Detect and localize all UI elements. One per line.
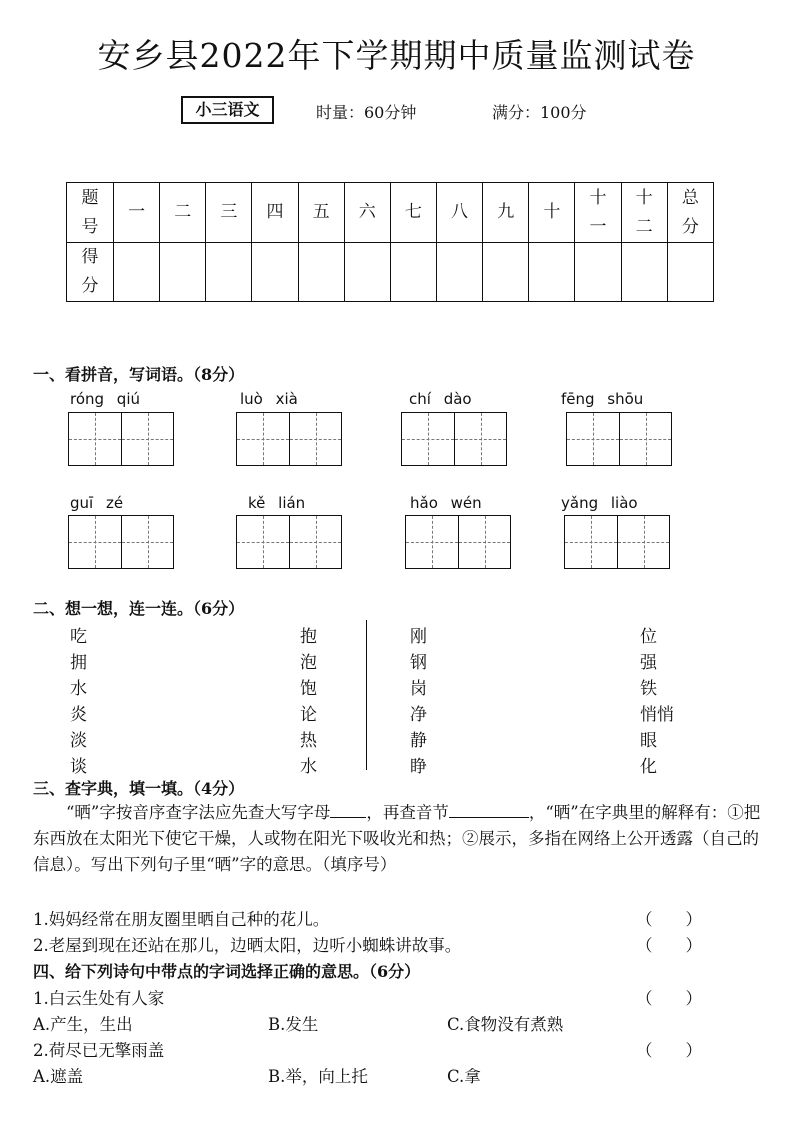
score-cell[interactable]	[298, 243, 344, 302]
answer-paren[interactable]: （ ）	[636, 989, 702, 1008]
match-left-item[interactable]: 谈	[70, 757, 87, 777]
match-right-item[interactable]: 化	[640, 757, 657, 777]
question-number: 四	[266, 202, 284, 222]
section3-question-1: 1.妈妈经常在朋友圈里晒自己种的花儿。	[33, 910, 330, 929]
match-right-item[interactable]: 位	[640, 627, 657, 647]
score-column-header	[575, 183, 621, 243]
score-column-header	[667, 183, 713, 243]
section4-question-1: 1.白云生处有人家	[33, 989, 165, 1008]
section3-question-2: 2.老屋到现在还站在那儿，边晒太阳，边听小蜘蛛讲故事。	[33, 936, 462, 955]
score-column-header	[621, 183, 667, 243]
score-column-header	[206, 183, 252, 243]
section3-title: 三、查字典，填一填。（4分）	[33, 779, 245, 798]
section3-text-b: ，再查音节	[366, 803, 449, 822]
pinyin-label: róng qiú	[70, 390, 141, 408]
match-left-item[interactable]: 刚	[410, 627, 427, 647]
section1-title: 一、看拼音，写词语。（8分）	[33, 365, 245, 384]
section3-paragraph	[33, 799, 763, 878]
pinyin-label: guī zé	[70, 494, 124, 512]
pinyin-label: fēng shōu	[561, 390, 644, 408]
match-right-item[interactable]: 眼	[640, 731, 657, 751]
subject-label: 小三语文	[181, 96, 274, 124]
score-cell[interactable]	[483, 243, 529, 302]
score-column-header	[529, 183, 575, 243]
match-right-item[interactable]: 论	[300, 705, 317, 725]
question-number: 总分	[681, 187, 699, 237]
writing-grid[interactable]	[405, 515, 511, 569]
score-cell[interactable]	[436, 243, 482, 302]
match-right-item[interactable]: 热	[300, 731, 317, 751]
match-left-item[interactable]: 淡	[70, 731, 87, 751]
score-column-header	[483, 183, 529, 243]
pinyin-label: kě lián	[248, 494, 306, 512]
pinyin-label: luò xià	[240, 390, 298, 408]
option-a: A.产生，生出	[33, 1015, 133, 1034]
column-divider	[366, 620, 367, 770]
question-number: 五	[312, 202, 330, 222]
match-right-item[interactable]: 悄悄	[640, 705, 674, 725]
question-number: 一	[128, 202, 146, 222]
score-column-header	[436, 183, 482, 243]
question-number: 七	[404, 202, 422, 222]
option-c: C.食物没有煮熟	[447, 1015, 564, 1034]
row1-label: 题号	[81, 187, 99, 237]
full-score-text: 满分：100分	[492, 103, 587, 122]
match-left-item[interactable]: 静	[410, 731, 427, 751]
match-left-item[interactable]: 炎	[70, 705, 87, 725]
answer-paren[interactable]: （ ）	[636, 910, 702, 929]
score-column-header	[160, 183, 206, 243]
score-cell[interactable]	[529, 243, 575, 302]
score-table	[66, 182, 714, 302]
option-b: B.举，向上托	[268, 1067, 368, 1086]
option-a: A.遮盖	[33, 1067, 84, 1086]
score-cell[interactable]	[390, 243, 436, 302]
writing-grid[interactable]	[566, 412, 672, 466]
answer-paren[interactable]: （ ）	[636, 936, 702, 955]
section3-text-a: “晒”字按音序查字法应先查大写字母	[66, 803, 331, 822]
writing-grid[interactable]	[236, 515, 342, 569]
match-left-item[interactable]: 钢	[410, 653, 427, 673]
question-number: 十二	[635, 187, 653, 237]
match-right-item[interactable]: 饱	[300, 679, 317, 699]
score-cell[interactable]	[621, 243, 667, 302]
match-left-item[interactable]: 拥	[70, 653, 87, 673]
writing-grid[interactable]	[401, 412, 507, 466]
option-c: C.拿	[447, 1067, 481, 1086]
writing-grid[interactable]	[564, 515, 670, 569]
exam-title: 安乡县2022年下学期期中质量监测试卷	[97, 36, 696, 75]
question-number: 八	[451, 202, 469, 222]
section2-title: 二、想一想，连一连。（6分）	[33, 599, 245, 618]
score-cell[interactable]	[114, 243, 160, 302]
letter-blank[interactable]	[330, 799, 366, 818]
row2-label: 得分	[81, 247, 99, 296]
section4-title: 四、给下列诗句中带点的字词选择正确的意思。（6分）	[33, 962, 421, 981]
question-number: 三	[220, 202, 238, 222]
score-column-header	[298, 183, 344, 243]
score-cell[interactable]	[252, 243, 298, 302]
match-right-item[interactable]: 水	[300, 757, 317, 777]
match-left-item[interactable]: 水	[70, 679, 87, 699]
score-column-header	[390, 183, 436, 243]
writing-grid[interactable]	[68, 515, 174, 569]
duration-text: 时量：60分钟	[316, 103, 417, 122]
question-number: 十	[543, 202, 561, 222]
score-column-header	[114, 183, 160, 243]
score-cell[interactable]	[667, 243, 713, 302]
score-cell[interactable]	[160, 243, 206, 302]
question-number: 二	[174, 202, 192, 222]
writing-grid[interactable]	[236, 412, 342, 466]
writing-grid[interactable]	[68, 412, 174, 466]
question-number: 六	[358, 202, 376, 222]
match-left-item[interactable]: 岗	[410, 679, 427, 699]
syllable-blank[interactable]	[449, 799, 529, 818]
score-column-header	[252, 183, 298, 243]
match-right-item[interactable]: 抱	[300, 627, 317, 647]
match-right-item[interactable]: 强	[640, 653, 657, 673]
pinyin-label: yǎng liào	[561, 494, 638, 512]
section3-text-c: ，“晒”在字典里的解释有：①把东西放在太阳光下使它干燥，人或物在阳光下吸收光和热；②展示，多指在网络上公开透露（自己的信息）。写出下列句子里“晒”字的意思。（填序号）	[33, 803, 761, 874]
match-left-item[interactable]: 净	[410, 705, 427, 725]
score-cell[interactable]	[344, 243, 390, 302]
score-cell[interactable]	[575, 243, 621, 302]
score-label	[67, 243, 114, 302]
match-right-item[interactable]: 铁	[640, 679, 657, 699]
score-cell[interactable]	[206, 243, 252, 302]
question-number: 九	[497, 202, 515, 222]
match-left-item[interactable]: 睁	[410, 757, 427, 777]
section4-question-2: 2.荷尽已无擎雨盖	[33, 1041, 165, 1060]
match-right-item[interactable]: 泡	[300, 653, 317, 673]
question-number: 十一	[589, 187, 607, 237]
answer-paren[interactable]: （ ）	[636, 1041, 702, 1060]
option-b: B.发生	[268, 1015, 319, 1034]
match-left-item[interactable]: 吃	[70, 627, 87, 647]
pinyin-label: hǎo wén	[410, 494, 482, 512]
score-column-header	[344, 183, 390, 243]
pinyin-label: chí dào	[409, 390, 472, 408]
question-number-label	[67, 183, 114, 243]
